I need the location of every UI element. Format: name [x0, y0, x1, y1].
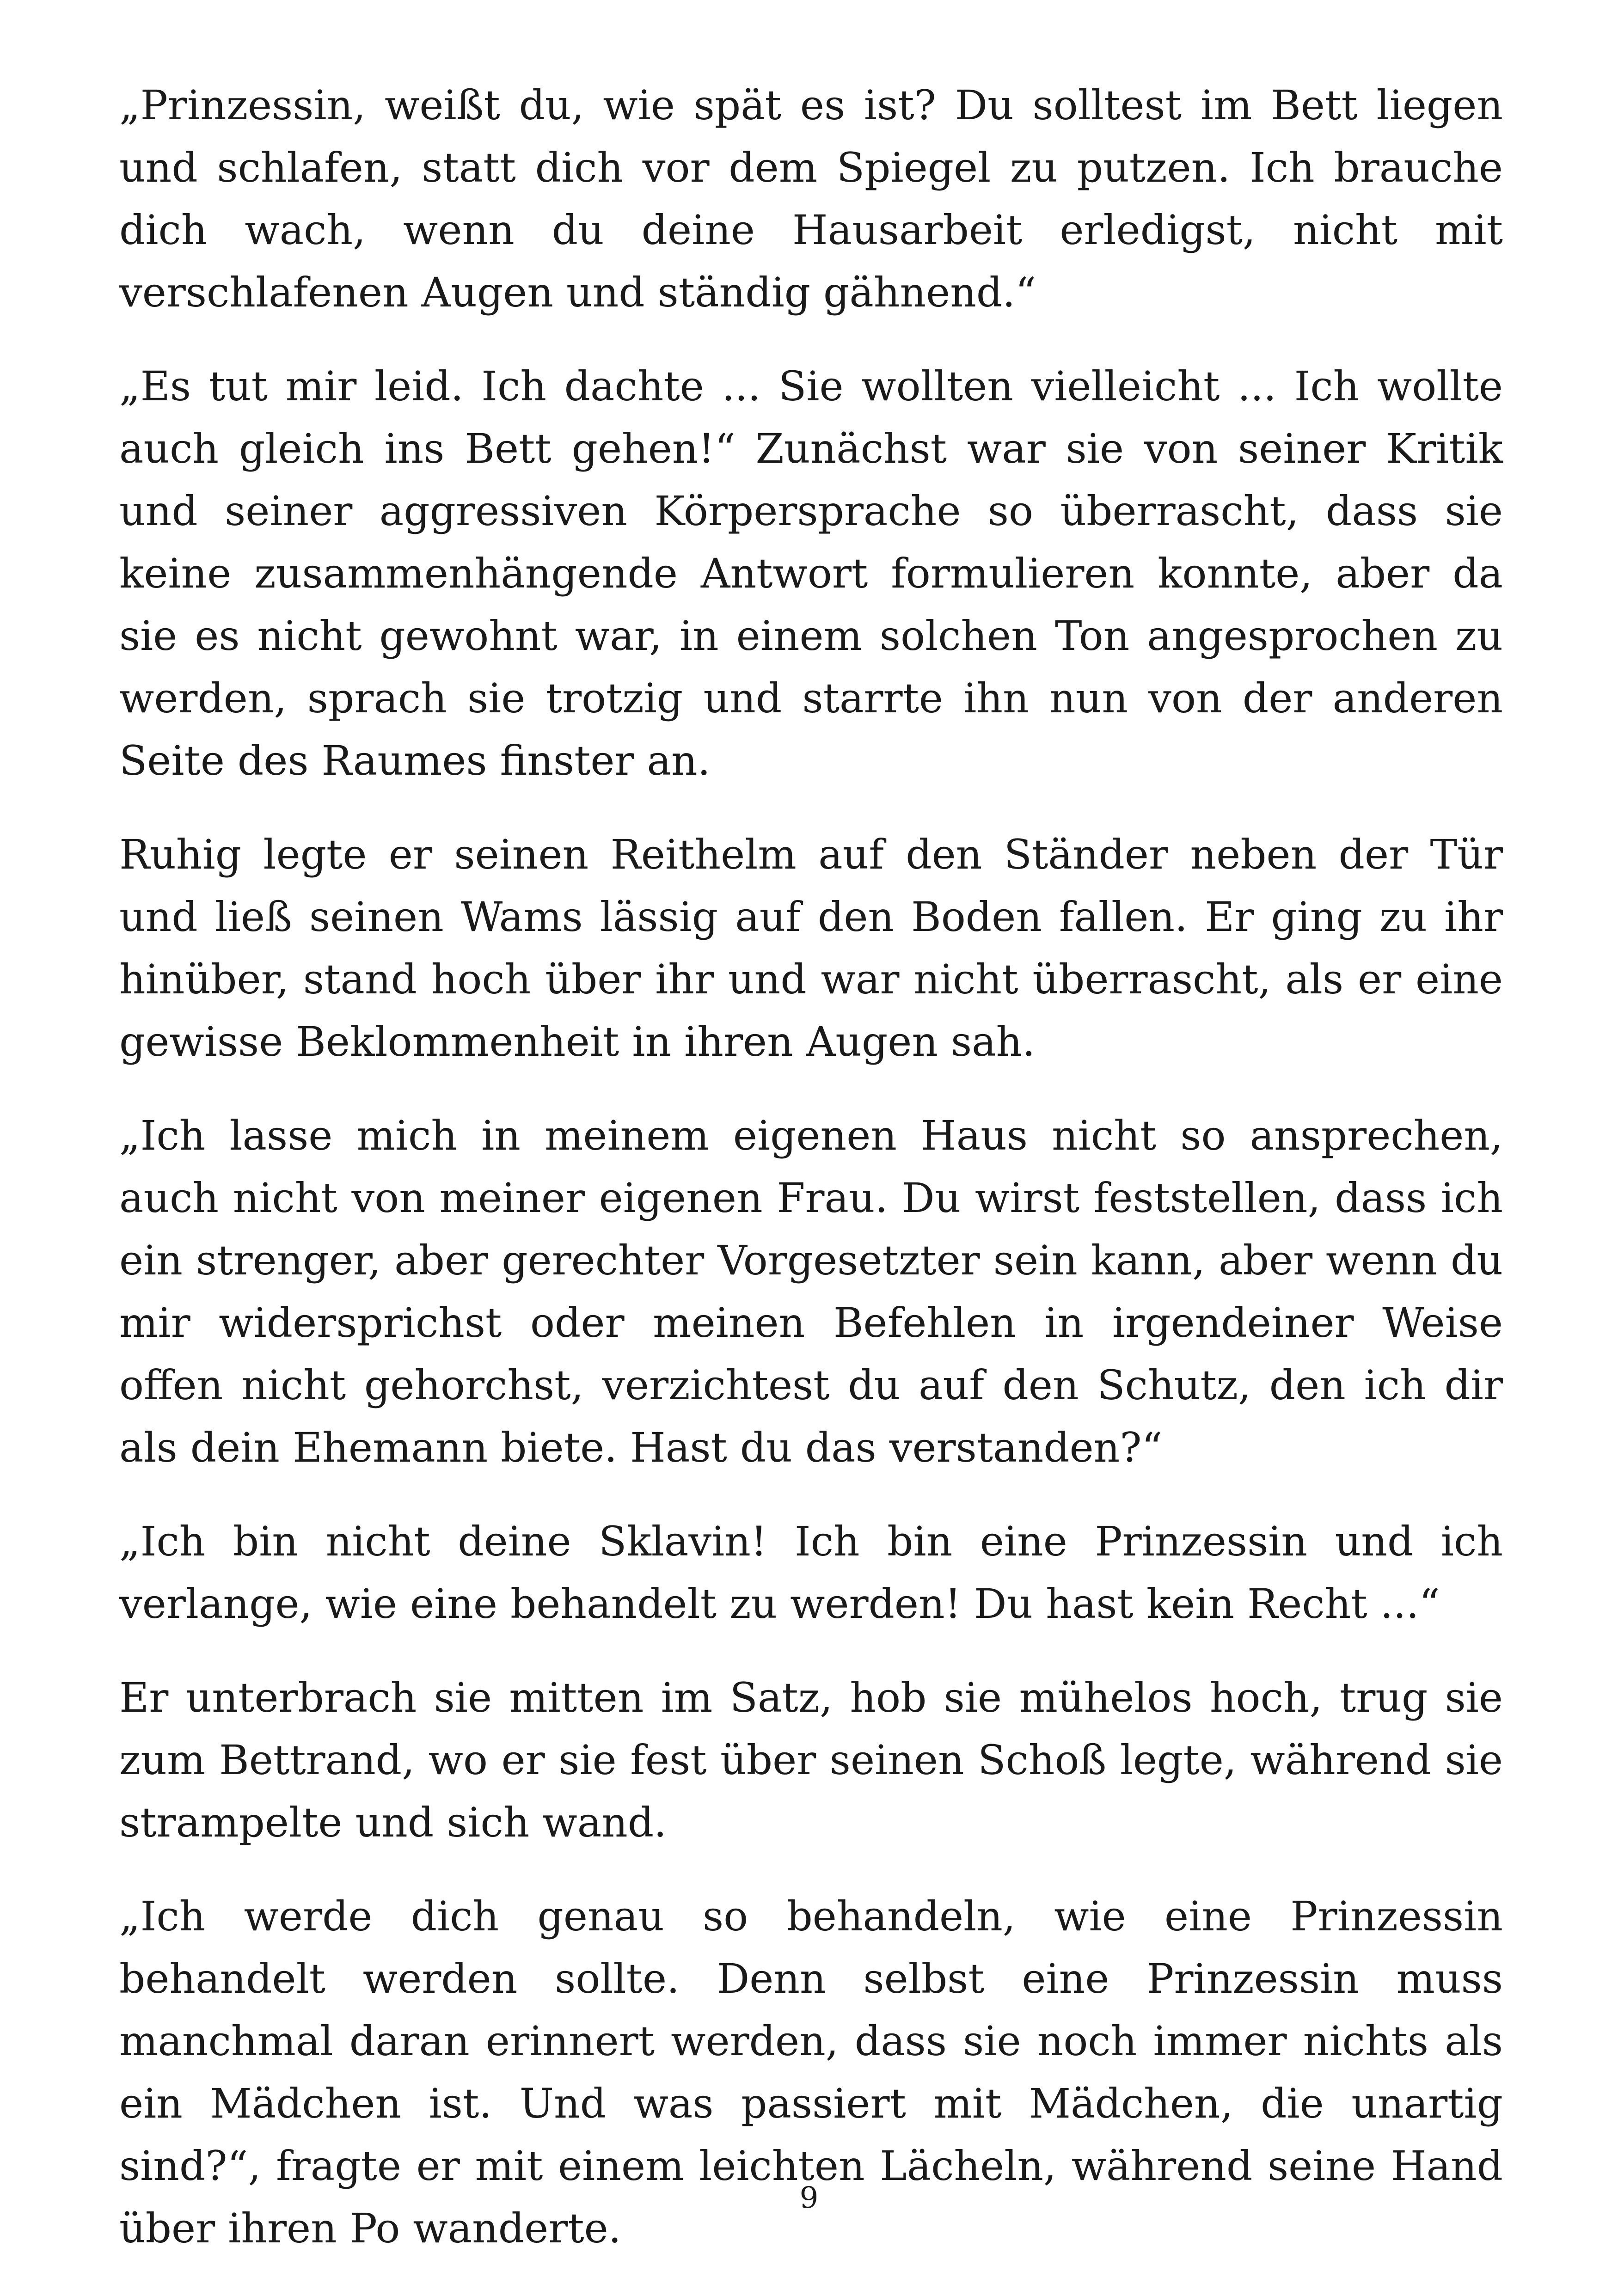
paragraph-4: „Ich lasse mich in meinem eigenen Haus nicht so ansprechen, auch nicht von meiner eigenen Frau. Du wirst feststellen, dass ich ein strenger, aber gerechter Vorgesetzter sein kann, aber wenn du mir widersprichst oder meinen Befehlen in irgendeiner Weise offen nicht gehorchst, verzichtest du auf den Schutz, den ich dir als dein Ehemann biete. Hast du das verstanden?“: [119, 1112, 1503, 1471]
paragraph-7: „Ich werde dich genau so behandeln, wie eine Prinzessin behandelt werden sollte. Denn selbst eine Prinzessin muss manchmal daran erinnert werden, dass sie noch immer nichts als ein Mädchen ist. Und was passiert mit Mädchen, die unartig sind?“, fragte er mit einem leichten Lächeln, während seine Hand über ihren Po wanderte.: [119, 1892, 1503, 2252]
paragraph-1: „Prinzessin, weißt du, wie spät es ist? Du solltest im Bett liegen und schlafen, statt dich vor dem Spiegel zu putzen. Ich brauche dich wach, wenn du deine Hausarbeit erledigst, nicht mit verschlafenen Augen und ständig gähnend.“: [119, 81, 1503, 316]
paragraph-5: „Ich bin nicht deine Sklavin! Ich bin eine Prinzessin und ich verlange, wie eine behandelt zu werden! Du hast kein Recht ...“: [119, 1518, 1503, 1628]
body-text: [119, 74, 1503, 2291]
paragraph-3: Ruhig legte er seinen Reithelm auf den Ständer neben der Tür und ließ seinen Wams lässig auf den Boden fallen. Er ging zu ihr hinüber, stand hoch über ihr und war nicht überrascht, als er eine gewisse Beklommenheit in ihren Augen sah.: [119, 831, 1503, 1065]
paragraph-2: „Es tut mir leid. Ich dachte ... Sie wollten vielleicht ... Ich wollte auch gleich ins Bett gehen!“ Zunächst war sie von seiner Kritik und seiner aggressiven Körpersprache so überrascht, dass sie keine zusammenhängende Antwort formulieren konnte, aber da sie es nicht gewohnt war, in einem solchen Ton angesprochen zu werden, sprach sie trotzig und starrte ihn nun von der anderen Seite des Raumes finster an.: [119, 362, 1503, 784]
page-number: 9: [799, 2181, 819, 2215]
paragraph-6: Er unterbrach sie mitten im Satz, hob sie mühelos hoch, trug sie zum Bettrand, wo er sie fest über seinen Schoß legte, während sie strampelte und sich wand.: [119, 1674, 1503, 1846]
